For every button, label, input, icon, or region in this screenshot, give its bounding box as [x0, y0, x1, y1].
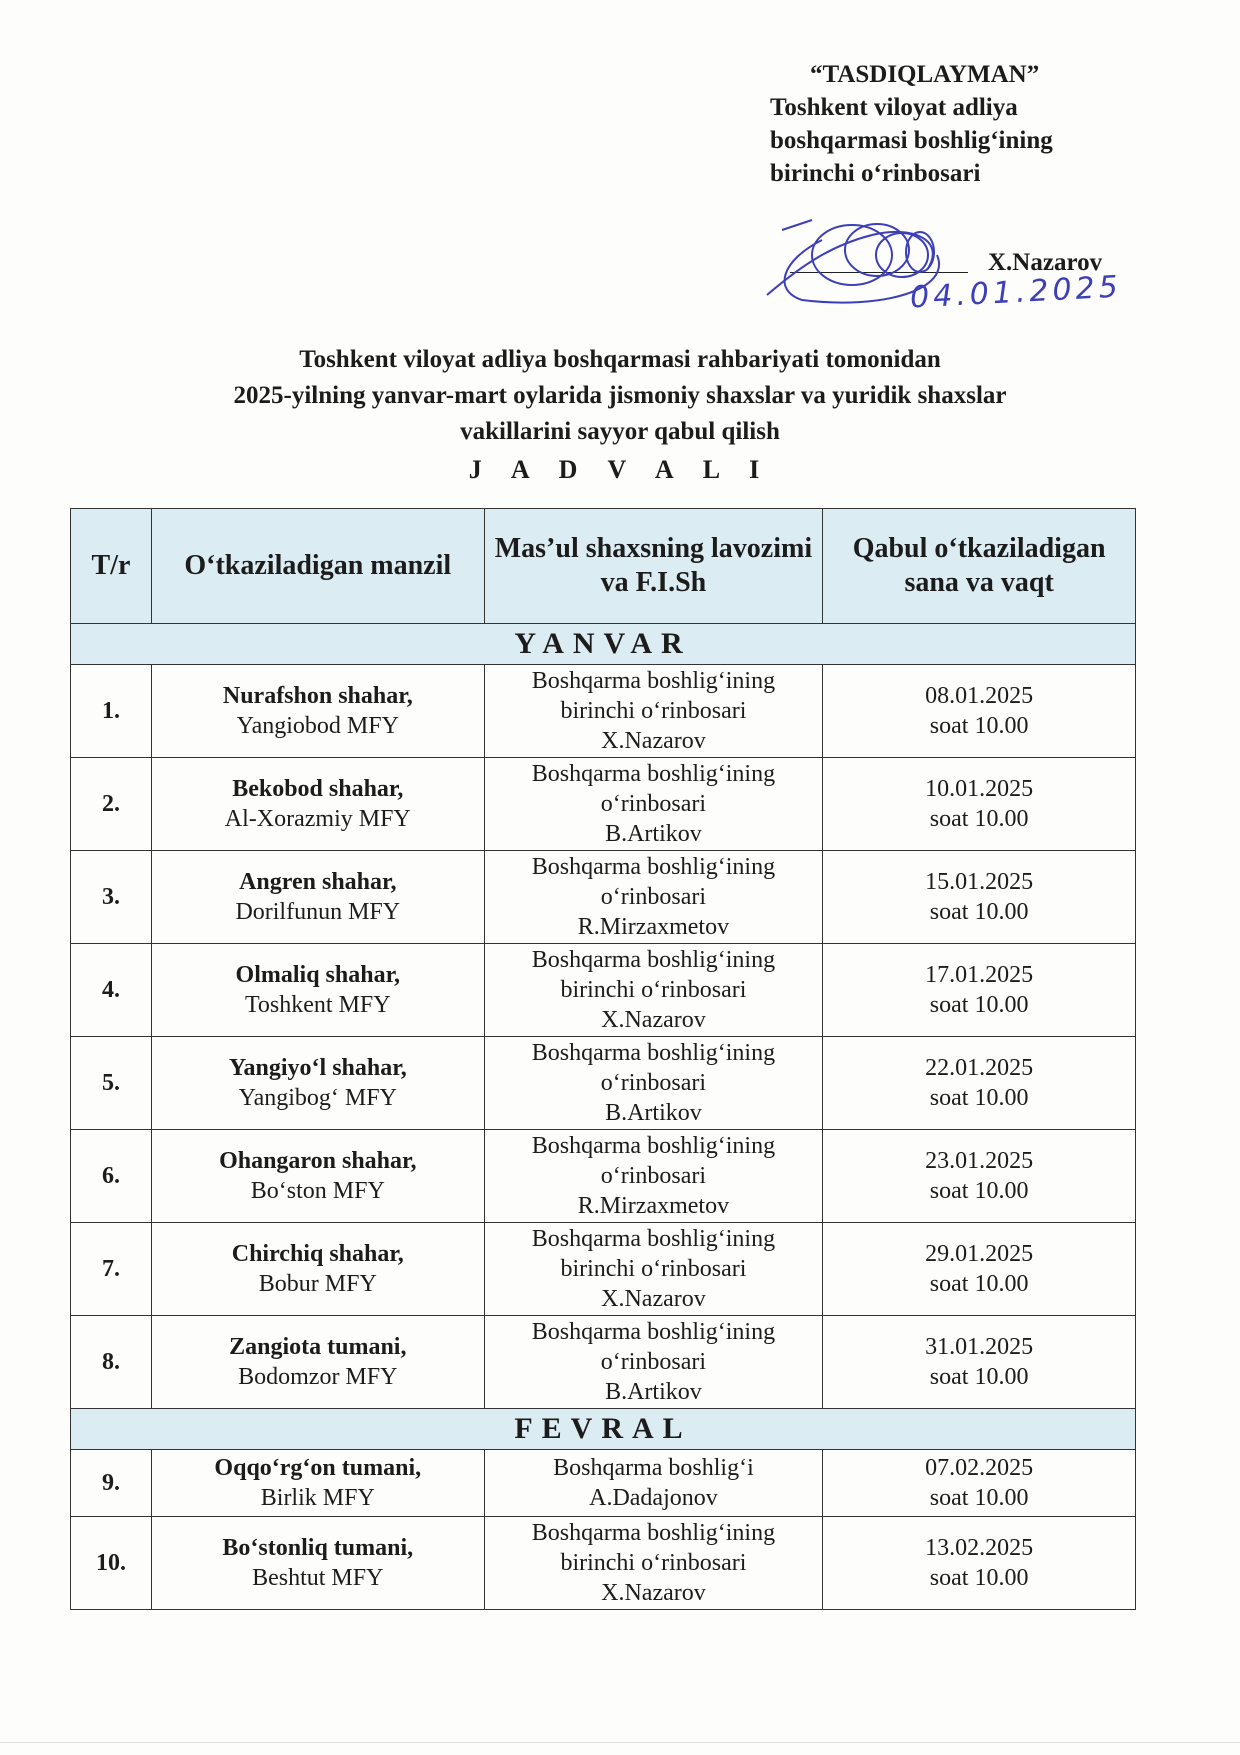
reception-date: 07.02.2025: [925, 1455, 1034, 1481]
header-datetime: Qabul o‘tkaziladigan sana va vaqt: [823, 509, 1136, 624]
responsible-line: o‘rinbosari: [600, 1163, 707, 1189]
cell-responsible: [484, 944, 823, 1037]
reception-time: soat 10.00: [929, 1565, 1029, 1591]
document-heading: [150, 342, 1090, 488]
month-label: YANVAR: [71, 624, 1136, 665]
responsible-line: B.Artikov: [605, 821, 702, 847]
address-mfy: Al-Xorazmiy MFY: [224, 806, 411, 832]
table-row: [71, 1450, 1136, 1517]
cell-datetime: [823, 1316, 1136, 1409]
responsible-line: X.Nazarov: [601, 1007, 706, 1033]
cell-datetime: [823, 1130, 1136, 1223]
approval-line: boshqarmasi boshlig‘ining: [770, 127, 1053, 154]
table-row: [71, 1130, 1136, 1223]
address-city: Ohangaron shahar,: [219, 1148, 417, 1174]
responsible-line: o‘rinbosari: [600, 791, 707, 817]
table-row: [71, 758, 1136, 851]
responsible-line: Boshqarma boshlig‘ining: [531, 854, 776, 880]
cell-num: 3.: [71, 851, 152, 944]
header-address: O‘tkaziladigan manzil: [151, 509, 484, 624]
reception-time: soat 10.00: [929, 1271, 1029, 1297]
month-row: [71, 1409, 1136, 1450]
cell-num: 5.: [71, 1037, 152, 1130]
cell-datetime: [823, 758, 1136, 851]
responsible-line: X.Nazarov: [601, 728, 706, 754]
reception-time: soat 10.00: [929, 1364, 1029, 1390]
heading-line: 2025-yilning yanvar-mart oylarida jismoniy shaxslar va yuridik shaxslar: [233, 382, 1007, 409]
reception-time: soat 10.00: [929, 899, 1029, 925]
responsible-line: Boshqarma boshlig‘ining: [531, 947, 776, 973]
cell-responsible: [484, 758, 823, 851]
table-row: [71, 1223, 1136, 1316]
reception-time: soat 10.00: [929, 992, 1029, 1018]
heading-jadvali: J A D V A L I: [468, 455, 772, 484]
cell-address: [151, 1517, 484, 1610]
cell-responsible: [484, 1450, 823, 1517]
reception-date: 22.01.2025: [925, 1055, 1034, 1081]
cell-datetime: [823, 851, 1136, 944]
header-num: T/r: [71, 509, 152, 624]
responsible-line: A.Dadajonov: [589, 1485, 718, 1511]
cell-responsible: [484, 1037, 823, 1130]
cell-num: 10.: [71, 1517, 152, 1610]
signature-date: 04.01.2025: [909, 269, 1123, 316]
cell-num: 1.: [71, 665, 152, 758]
reception-date: 31.01.2025: [925, 1334, 1034, 1360]
header-responsible: Mas’ul shaxsning lavozimi va F.I.Sh: [484, 509, 823, 624]
reception-time: soat 10.00: [929, 1085, 1029, 1111]
address-mfy: Dorilfunun MFY: [235, 899, 401, 925]
address-mfy: Bo‘ston MFY: [250, 1178, 385, 1204]
address-mfy: Yangibog‘ MFY: [238, 1085, 397, 1111]
table-body: [71, 624, 1136, 1610]
responsible-line: X.Nazarov: [601, 1286, 706, 1312]
responsible-line: Boshqarma boshlig‘ining: [531, 1133, 776, 1159]
responsible-line: Boshqarma boshlig‘ining: [531, 1319, 776, 1345]
address-mfy: Toshkent MFY: [244, 992, 391, 1018]
cell-num: 7.: [71, 1223, 152, 1316]
cell-responsible: [484, 1130, 823, 1223]
table-header-row: [71, 509, 1136, 624]
scan-edge: [0, 1742, 1240, 1743]
cell-address: [151, 1450, 484, 1517]
table-row: [71, 1316, 1136, 1409]
reception-date: 15.01.2025: [925, 869, 1034, 895]
address-city: Zangiota tumani,: [229, 1334, 407, 1360]
cell-datetime: [823, 1223, 1136, 1316]
address-city: Oqqo‘rg‘on tumani,: [214, 1455, 422, 1481]
address-city: Bo‘stonliq tumani,: [222, 1535, 414, 1561]
responsible-line: X.Nazarov: [601, 1580, 706, 1606]
cell-num: 8.: [71, 1316, 152, 1409]
cell-address: [151, 1223, 484, 1316]
cell-address: [151, 851, 484, 944]
responsible-line: o‘rinbosari: [600, 1070, 707, 1096]
heading-line: vakillarini sayyor qabul qilish: [460, 418, 780, 445]
heading-line: Toshkent viloyat adliya boshqarmasi rahbariyati tomonidan: [299, 346, 941, 373]
approver-name: X.Nazarov: [988, 249, 1103, 276]
address-mfy: Bodomzor MFY: [238, 1364, 398, 1390]
cell-responsible: [484, 1517, 823, 1610]
reception-time: soat 10.00: [929, 1485, 1029, 1511]
reception-date: 08.01.2025: [925, 683, 1034, 709]
month-row: [71, 624, 1136, 665]
reception-time: soat 10.00: [929, 806, 1029, 832]
table-row: [71, 944, 1136, 1037]
table-row: [71, 1517, 1136, 1610]
cell-num: 6.: [71, 1130, 152, 1223]
reception-time: soat 10.00: [929, 1178, 1029, 1204]
responsible-line: Boshqarma boshlig‘ining: [531, 1226, 776, 1252]
responsible-line: B.Artikov: [605, 1379, 702, 1405]
cell-address: [151, 665, 484, 758]
address-city: Nurafshon shahar,: [222, 683, 413, 709]
cell-address: [151, 1037, 484, 1130]
approval-line: birinchi o‘rinbosari: [770, 160, 981, 187]
reception-date: 10.01.2025: [925, 776, 1034, 802]
reception-date: 29.01.2025: [925, 1241, 1034, 1267]
responsible-line: birinchi o‘rinbosari: [560, 977, 747, 1003]
responsible-line: Boshqarma boshlig‘i: [553, 1455, 754, 1481]
address-city: Angren shahar,: [239, 869, 397, 895]
cell-datetime: [823, 1037, 1136, 1130]
month-label: FEVRAL: [71, 1409, 1136, 1450]
address-mfy: Bobur MFY: [258, 1271, 377, 1297]
cell-address: [151, 758, 484, 851]
cell-responsible: [484, 665, 823, 758]
cell-datetime: [823, 1517, 1136, 1610]
responsible-line: Boshqarma boshlig‘ining: [531, 761, 776, 787]
responsible-line: R.Mirzaxmetov: [577, 1193, 730, 1219]
cell-address: [151, 1130, 484, 1223]
responsible-line: birinchi o‘rinbosari: [560, 1550, 747, 1576]
approval-title: “TASDIQLAYMAN”: [810, 61, 1040, 88]
responsible-line: birinchi o‘rinbosari: [560, 1256, 747, 1282]
responsible-line: Boshqarma boshlig‘ining: [531, 1520, 776, 1546]
reception-date: 13.02.2025: [925, 1535, 1034, 1561]
table-row: [71, 665, 1136, 758]
responsible-line: Boshqarma boshlig‘ining: [531, 668, 776, 694]
responsible-line: o‘rinbosari: [600, 884, 707, 910]
table-row: [71, 1037, 1136, 1130]
address-city: Olmaliq shahar,: [235, 962, 401, 988]
responsible-line: R.Mirzaxmetov: [577, 914, 730, 940]
cell-datetime: [823, 944, 1136, 1037]
address-mfy: Yangiobod MFY: [236, 713, 399, 739]
cell-num: 9.: [71, 1450, 152, 1517]
cell-num: 2.: [71, 758, 152, 851]
address-mfy: Beshtut MFY: [252, 1565, 384, 1591]
address-mfy: Birlik MFY: [260, 1485, 375, 1511]
table-row: [71, 851, 1136, 944]
address-city: Yangiyo‘l shahar,: [228, 1055, 407, 1081]
approval-block: [770, 58, 1170, 276]
approval-line: Toshkent viloyat adliya: [770, 94, 1018, 121]
address-city: Bekobod shahar,: [232, 776, 404, 802]
cell-address: [151, 944, 484, 1037]
responsible-line: birinchi o‘rinbosari: [560, 698, 747, 724]
reception-date: 17.01.2025: [925, 962, 1034, 988]
cell-responsible: [484, 1316, 823, 1409]
cell-datetime: [823, 665, 1136, 758]
cell-num: 4.: [71, 944, 152, 1037]
reception-date: 23.01.2025: [925, 1148, 1034, 1174]
responsible-line: o‘rinbosari: [600, 1349, 707, 1375]
address-city: Chirchiq shahar,: [231, 1241, 404, 1267]
reception-time: soat 10.00: [929, 713, 1029, 739]
cell-datetime: [823, 1450, 1136, 1517]
responsible-line: B.Artikov: [605, 1100, 702, 1126]
responsible-line: Boshqarma boshlig‘ining: [531, 1040, 776, 1066]
cell-responsible: [484, 851, 823, 944]
schedule-table: [70, 508, 1136, 1610]
cell-responsible: [484, 1223, 823, 1316]
cell-address: [151, 1316, 484, 1409]
